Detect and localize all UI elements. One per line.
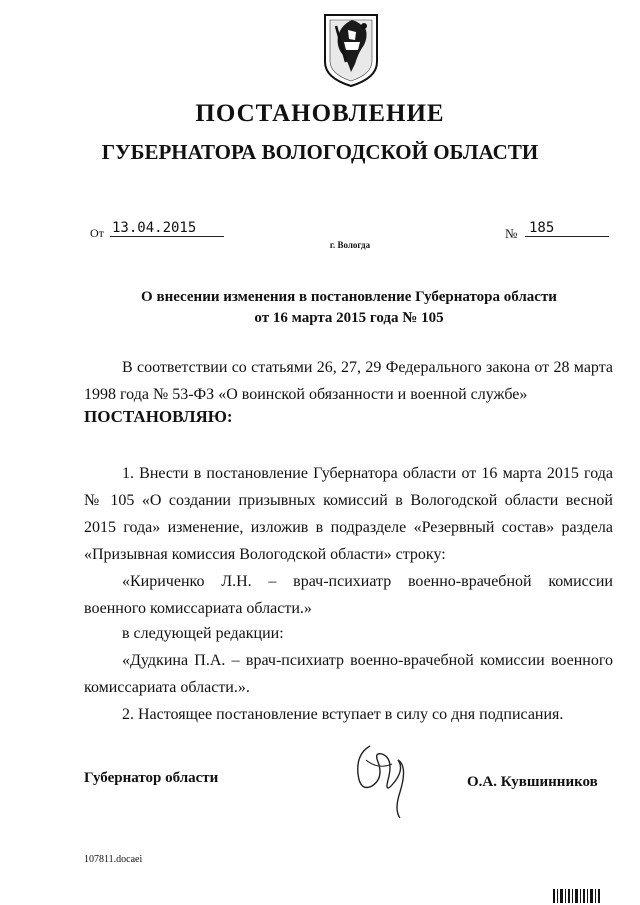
- number-label: №: [505, 226, 518, 241]
- city-label: г. Вологда: [329, 240, 371, 250]
- preamble-paragraph: В соответствии со статьями 26, 27, 29 Федерального закона от 28 марта 1998 года № 53-ФЗ «О воинской обязанности и военной службе»: [84, 359, 613, 403]
- handwritten-signature-icon: [348, 740, 418, 820]
- date-label: От: [90, 226, 104, 240]
- signatory-name: О.А. Кувшинников: [467, 774, 598, 790]
- item-1-paragraph: 1. Внести в постановление Губернатора области от 16 марта 2015 года № 105 «О создании призывных комиссий в Вологодской области весной 2015 года» изменение, изложив в подразделе «Резервный состав» раздела «Призывная комиссия Вологодской области» строку:: [84, 465, 613, 563]
- coat-of-arms-icon: [322, 12, 380, 88]
- document-subtitle: ГУБЕРНАТОРА ВОЛОГОДСКОЙ ОБЛАСТИ: [101, 140, 539, 164]
- new-wording-quote: «Дудкина П.А. – врач-психиатр военно-врачебной комиссии военного комиссариата области.».: [84, 652, 613, 696]
- document-title: ПОСТАНОВЛЕНИЕ: [195, 100, 445, 127]
- document-date: 13.04.2015: [110, 220, 224, 237]
- barcode-icon: [553, 889, 601, 903]
- signatory-title: Губернатор области: [84, 770, 219, 786]
- document-number: 185: [525, 220, 609, 237]
- resolve-heading: ПОСТАНОВЛЯЮ:: [84, 407, 233, 426]
- item-2-paragraph: 2. Настоящее постановление вступает в силу со дня подписания.: [122, 706, 564, 723]
- document-subject: [0, 287, 640, 329]
- edition-label: в следующей редакции:: [122, 625, 284, 642]
- subject-line-1: О внесении изменения в постановление Губернатора области: [141, 289, 557, 305]
- file-reference: 107811.docaei: [84, 854, 143, 865]
- old-wording-quote: «Кириченко Л.Н. – врач-психиатр военно-врачебной комиссии военного комиссариата области.»: [84, 573, 613, 617]
- subject-line-2: от 16 марта 2015 года № 105: [254, 310, 444, 326]
